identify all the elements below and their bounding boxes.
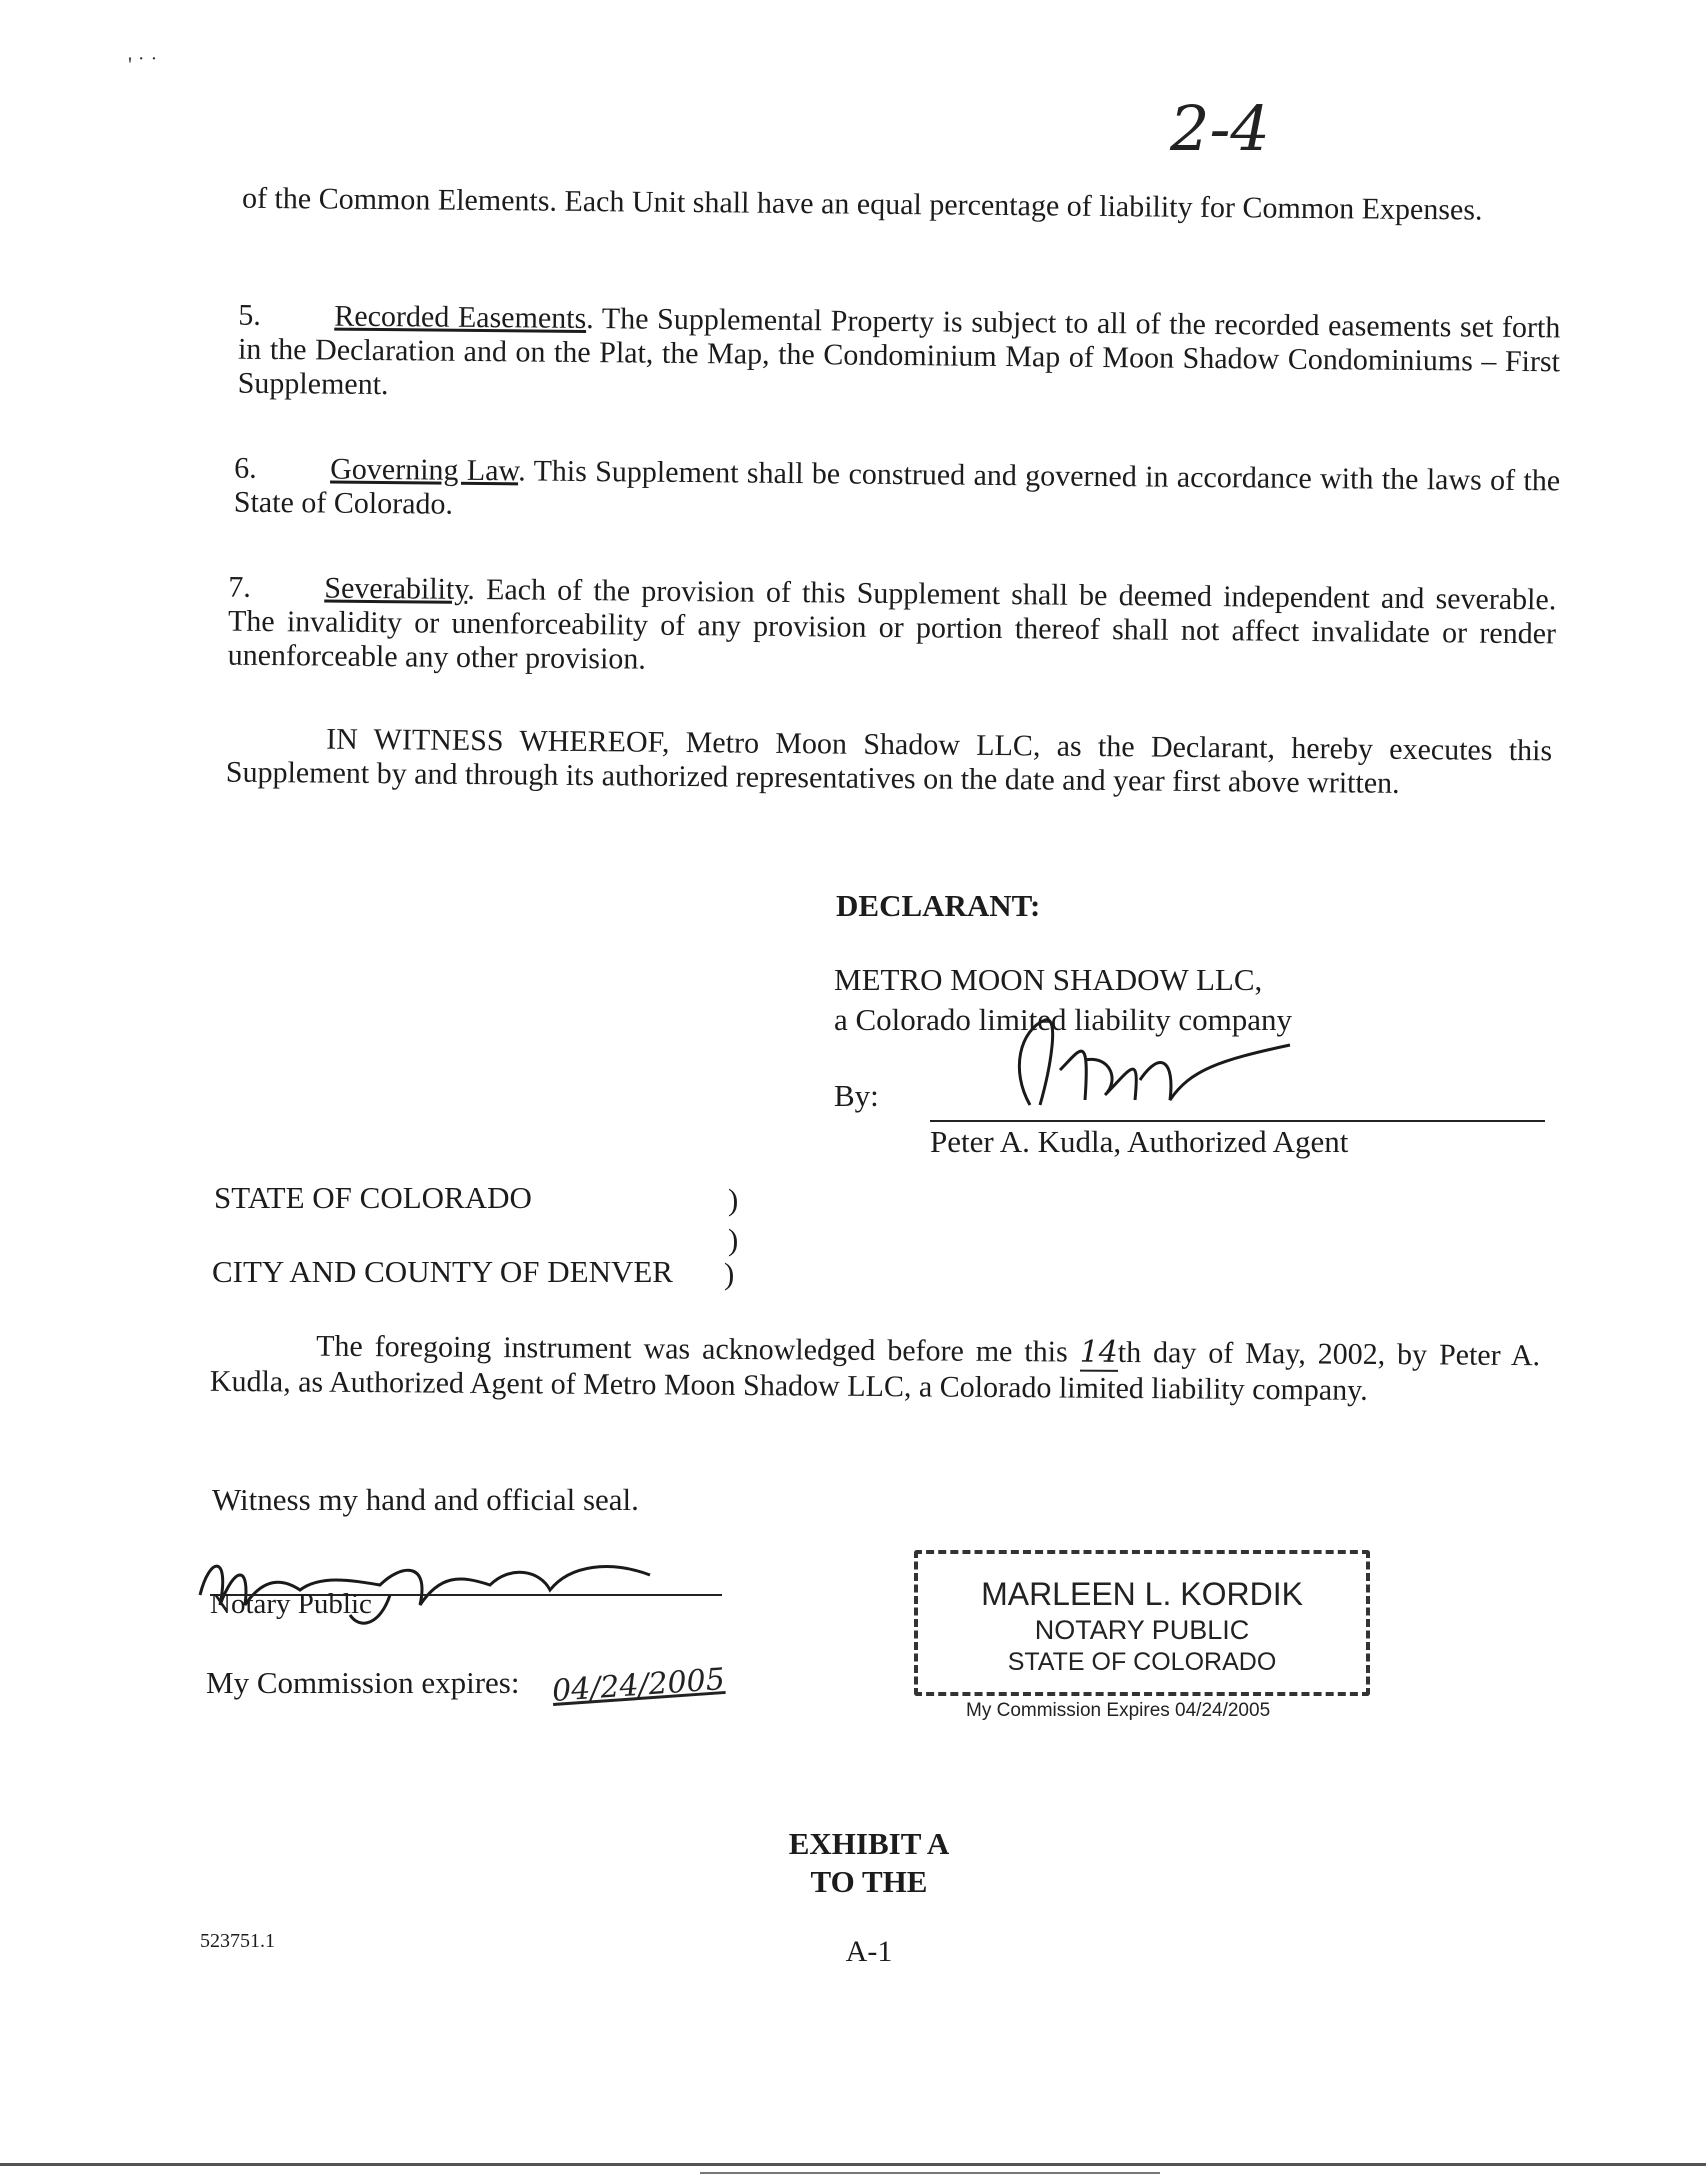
venue-state: STATE OF COLORADO bbox=[214, 1180, 532, 1215]
venue-county: CITY AND COUNTY OF DENVER bbox=[212, 1254, 673, 1289]
venue-paren: ) bbox=[728, 1222, 739, 1257]
exhibit-heading-line1: EXHIBIT A bbox=[788, 1826, 950, 1861]
acknowledgment-text-before: The foregoing instrument was acknowledged before me this bbox=[316, 1329, 1080, 1369]
paragraph-6-heading: Governing Law bbox=[330, 452, 519, 488]
paragraph-continuation: of the Common Elements. Each Unit shall have an equal percentage of liability for Common Expenses. bbox=[241, 181, 1483, 227]
declarant-signature bbox=[990, 1010, 1310, 1120]
company-type: a Colorado limited liability company bbox=[834, 1002, 1293, 1037]
venue-paren: ) bbox=[728, 1182, 739, 1217]
paragraph-7 bbox=[228, 571, 1557, 686]
scan-specks: ' ˙ ˙ bbox=[128, 52, 158, 77]
declarant-label: DECLARANT: bbox=[836, 888, 1041, 923]
notary-stamp bbox=[914, 1550, 1370, 1696]
document-number: 523751.1 bbox=[200, 1930, 275, 1952]
stamp-title: NOTARY PUBLIC bbox=[1034, 1615, 1250, 1645]
handwritten-page-mark: 2-4 bbox=[1170, 92, 1270, 165]
stamp-name: MARLEEN L. KORDIK bbox=[981, 1576, 1303, 1612]
witness-clause: IN WITNESS WHEREOF, Metro Moon Shadow LLC, as the Declarant, hereby executes this Supplement by and through its authorized representatives on the date and year first above written. bbox=[225, 722, 1553, 800]
witness-line: Witness my hand and official seal. bbox=[212, 1482, 639, 1517]
acknowledgment-text-after: th day of May, 2002, by Peter A. Kudla, as Authorized Agent of Metro Moon Shadow LLC, a Colorado limited liability company. bbox=[209, 1335, 1541, 1407]
paragraph-6-text: . This Supplement shall be construed and governed in accordance with the laws of the State of Colorado. bbox=[233, 454, 1561, 521]
acknowledgment-day: 14 bbox=[1079, 1334, 1118, 1370]
paragraph-5 bbox=[238, 299, 1561, 414]
paragraph-5-heading: Recorded Easements bbox=[334, 299, 587, 335]
scan-edge-rule bbox=[0, 2163, 1706, 2166]
paragraph-7-text: . Each of the provision of this Supplement shall be deemed independent and severable. The invalidity or unenforceability of any provision or portion thereof shall not affect invalidate or render unenforceable any other provision. bbox=[227, 572, 1557, 676]
paragraph-7-heading: Severability bbox=[324, 571, 468, 606]
commission-date: 04/24/2005 bbox=[550, 1662, 726, 1709]
by-label: By: bbox=[834, 1078, 879, 1113]
signer-name: Peter A. Kudla, Authorized Agent bbox=[930, 1124, 1349, 1159]
exhibit-heading-line2: TO THE bbox=[810, 1864, 928, 1899]
page-number: A-1 bbox=[845, 1935, 893, 1968]
stamp-expiration: My Commission Expires 04/24/2005 bbox=[966, 1700, 1271, 1721]
stamp-state: STATE OF COLORADO bbox=[1007, 1648, 1277, 1676]
declarant-signature-line bbox=[930, 1120, 1545, 1122]
venue-paren: ) bbox=[724, 1256, 735, 1291]
scan-edge-rule bbox=[700, 2172, 1160, 2174]
company-name: METRO MOON SHADOW LLC, bbox=[834, 962, 1263, 997]
paragraph-7-number: 7. bbox=[228, 570, 252, 604]
paragraph-6 bbox=[234, 452, 1561, 533]
paragraph-6-number: 6. bbox=[234, 451, 257, 485]
commission-label: My Commission expires: bbox=[206, 1665, 520, 1700]
paragraph-5-number: 5. bbox=[238, 298, 262, 332]
paragraph-5-text: . The Supplemental Property is subject to all of the recorded easements set forth in the Declaration and on the Plat, the Map, the Condominium Map of Moon Shadow Condominiums – First Supplement. bbox=[237, 301, 1561, 402]
notary-public-label: Notary Public bbox=[210, 1588, 372, 1620]
acknowledgment-paragraph bbox=[210, 1329, 1541, 1409]
